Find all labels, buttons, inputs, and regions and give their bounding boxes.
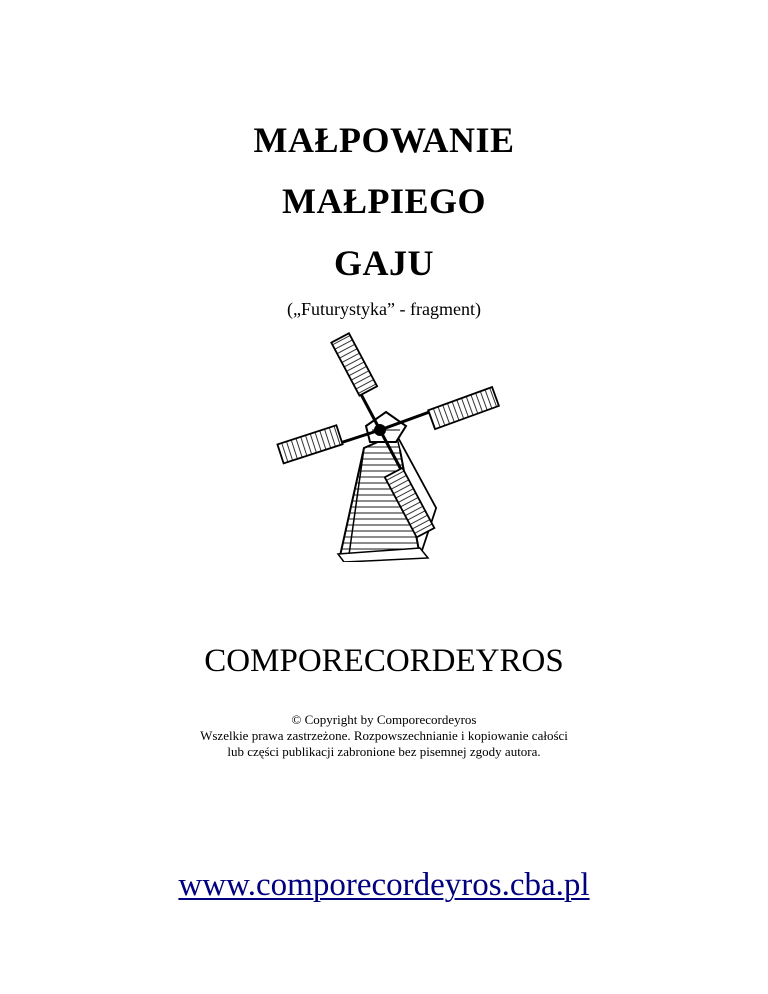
rights-line-continued: lub części publikacji zabronione bez pisemnej zgody autora. (227, 744, 541, 759)
title-line-1: MAŁPOWANIE (253, 120, 515, 160)
website-link-container (0, 866, 768, 904)
rights-line: Wszelkie prawa zastrzeżone. Rozpowszechnianie i kopiowanie całości (200, 728, 568, 743)
author-name: COMPORECORDEYROS (204, 643, 564, 679)
title-line-2: MAŁPIEGO (281, 181, 486, 221)
windmill-icon (268, 330, 500, 562)
copyright-line: © Copyright by Comporecordeyros (291, 712, 477, 727)
subtitle: („Futurystyka” - fragment) (287, 299, 481, 319)
website-link[interactable]: www.comporecordeyros.cba.pl (178, 867, 590, 903)
title-line-3: GAJU (334, 243, 434, 283)
copyright-notice (0, 712, 768, 760)
